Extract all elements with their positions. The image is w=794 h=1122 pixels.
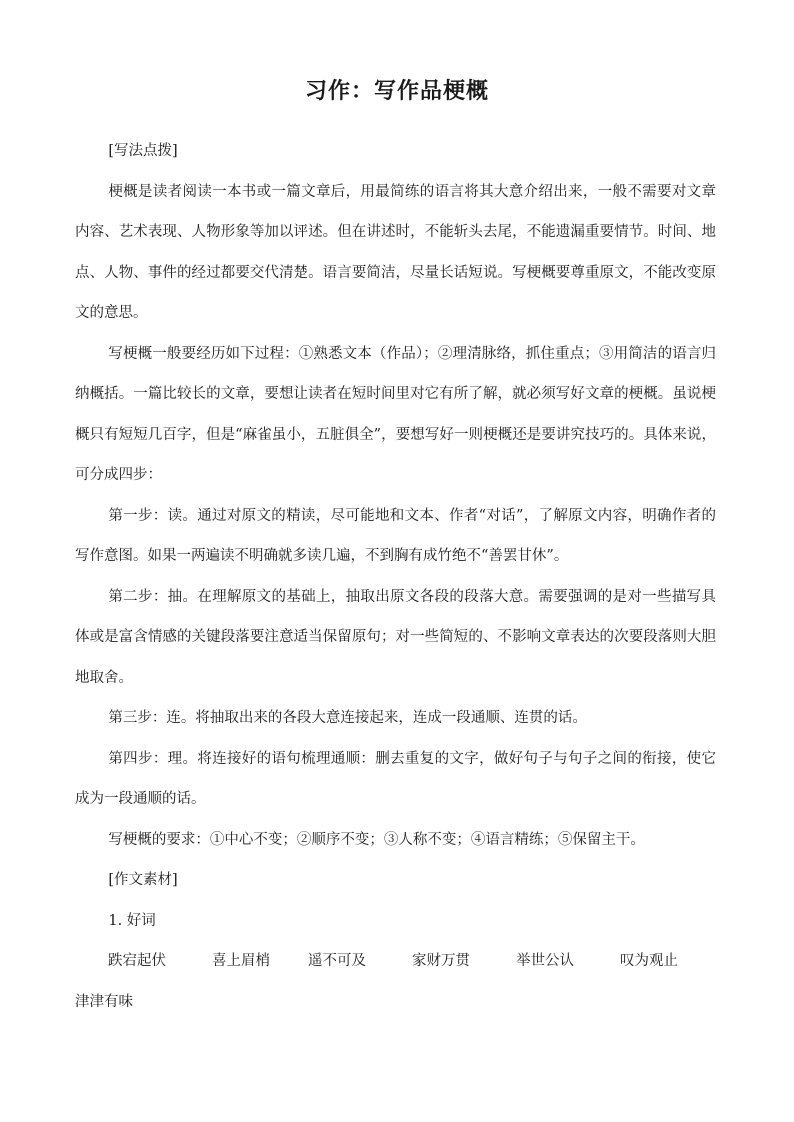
- paragraph-definition: 梗概是读者阅读一本书或一篇文章后，用最简练的语言将其大意介绍出来，一般不需要对文章内容、艺术表现、人物形象等加以评述。但在讲述时，不能斩头去尾，不能遗漏重要情节。时间、地点、人物、事件的经过都要交代清楚。语言要简洁，尽量长话短说。写梗概要尊重原文，不能改变原文的意思。: [75, 183, 716, 321]
- word-item: 家财万贯: [412, 953, 470, 969]
- paragraph-step-three: 第三步：连。将抽取出来的各段大意连接起来，连成一段通顺、连贯的话。: [108, 710, 587, 726]
- paragraph-step-one: 第一步：读。通过对原文的精读，尽可能地和文本、作者“对话”，了解原文内容，明确作者的写作意图。如果一两遍读不明确就多读几遍，不到胸有成竹绝不“善罢甘休”。: [75, 507, 716, 564]
- word-item: 津津有味: [75, 993, 133, 1010]
- document-title: 习作：写作品梗概: [304, 79, 489, 104]
- section-heading-materials: [作文素材]: [108, 872, 178, 888]
- good-words-list: [75, 941, 716, 982]
- word-item: 举世公认: [516, 953, 574, 969]
- paragraph-step-four: 第四步：理。将连接好的语句梳理通顺：删去重复的文字，做好句子与句子之间的衔接，使它成为一段通顺的话。: [75, 750, 716, 807]
- document-body: [75, 131, 716, 1022]
- word-item: 叹为观止: [620, 953, 678, 969]
- paragraph-process: 写梗概一般要经历如下过程：①熟悉文本（作品）；②理清脉络，抓住重点；③用简洁的语言归纳概括。一篇比较长的文章，要想让读者在短时间里对它有所了解，就必须写好文章的梗概。虽说梗概只有短短几百字，但是“麻雀虽小，五脏俱全”，要想写好一则梗概还是要讲究技巧的。具体来说，可分成四步：: [75, 345, 716, 483]
- subheading-good-words: 1. 好词: [108, 912, 156, 929]
- section-heading-writing-tips: [写法点拨]: [108, 143, 178, 159]
- word-item: 喜上眉梢: [212, 953, 270, 969]
- word-item: 遥不可及: [308, 953, 366, 969]
- paragraph-step-two: 第二步：抽。在理解原文的基础上，抽取出原文各段的段落大意。需要强调的是对一些描写具体或是富含情感的关键段落要注意适当保留原句；对一些简短的、不影响文章表达的次要段落则大胆地取舍。: [75, 588, 716, 686]
- word-item: 跌宕起伏: [108, 953, 166, 969]
- paragraph-requirements: 写梗概的要求：①中心不变；②顺序不变；③人称不变；④语言精练；⑤保留主干。: [108, 831, 645, 848]
